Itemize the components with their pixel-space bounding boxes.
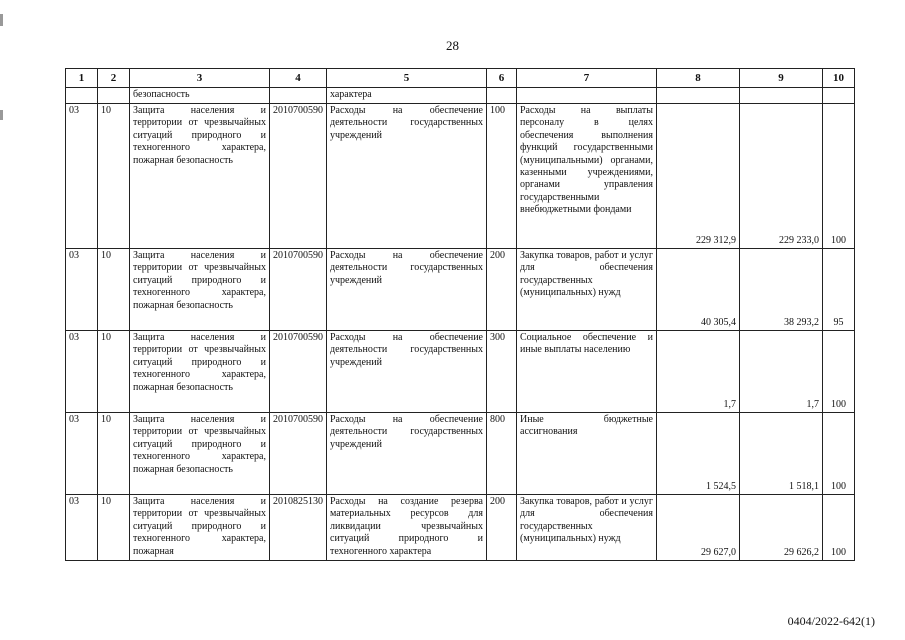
- subsection-name: Защита населения и территории от чрезвычайных ситуаций природного и техногенного характера, пожарная безопасность: [130, 249, 270, 331]
- subsection-code: 10: [98, 495, 130, 561]
- subsection-name: Защита населения и территории от чрезвычайных ситуаций природного и техногенного характера, пожарная: [130, 495, 270, 561]
- subsection-code: 10: [98, 249, 130, 331]
- expense-type-name: Расходы на выплаты персоналу в целях обеспечения выполнения функций государственными (муниципальными) органами, казенными учреждениями, органами управления государственными внебюджетными фондами: [517, 104, 657, 249]
- executed-amount: 29 626,2: [740, 495, 823, 561]
- table-row: [66, 331, 855, 413]
- table-cell: [657, 88, 740, 104]
- target-article-name: Расходы на обеспечение деятельности государственных учреждений: [327, 104, 487, 249]
- table-cell: [740, 88, 823, 104]
- scan-edge-mark: [0, 110, 3, 120]
- target-article-code: 2010700590: [270, 331, 327, 413]
- execution-percent: 100: [823, 495, 855, 561]
- col-header: 9: [740, 69, 823, 88]
- target-article-code: 2010700590: [270, 104, 327, 249]
- executed-amount: 38 293,2: [740, 249, 823, 331]
- subsection-name: Защита населения и территории от чрезвычайных ситуаций природного и техногенного характера, пожарная безопасность: [130, 331, 270, 413]
- subsection-name: Защита населения и территории от чрезвычайных ситуаций природного и техногенного характера, пожарная безопасность: [130, 104, 270, 249]
- table-cell: [98, 88, 130, 104]
- subsection-code: 10: [98, 104, 130, 249]
- executed-amount: 229 233,0: [740, 104, 823, 249]
- planned-amount: 29 627,0: [657, 495, 740, 561]
- expense-type-name: Социальное обеспечение и иные выплаты населению: [517, 331, 657, 413]
- table-cell: [270, 88, 327, 104]
- section-code: 03: [66, 495, 98, 561]
- execution-percent: 100: [823, 413, 855, 495]
- col-header: 8: [657, 69, 740, 88]
- planned-amount: 1 524,5: [657, 413, 740, 495]
- table-cell: [823, 88, 855, 104]
- section-code: 03: [66, 331, 98, 413]
- expense-type-name: Закупка товаров, работ и услуг для обеспечения государственных (муниципальных) нужд: [517, 249, 657, 331]
- expense-type-code: 200: [487, 249, 517, 331]
- continuation-row: [66, 88, 855, 104]
- subsection-code: 10: [98, 331, 130, 413]
- table-cell: [487, 88, 517, 104]
- execution-percent: 95: [823, 249, 855, 331]
- document-code: 0404/2022-642(1): [787, 614, 875, 628]
- table-row: [66, 413, 855, 495]
- table-cell: характера: [327, 88, 487, 104]
- expense-type-code: 200: [487, 495, 517, 561]
- col-header: 4: [270, 69, 327, 88]
- col-header: 2: [98, 69, 130, 88]
- table-cell: [517, 88, 657, 104]
- col-header: 10: [823, 69, 855, 88]
- target-article-code: 2010825130: [270, 495, 327, 561]
- table-row: [66, 104, 855, 249]
- table-cell: [66, 88, 98, 104]
- planned-amount: 229 312,9: [657, 104, 740, 249]
- expense-type-name: Закупка товаров, работ и услуг для обеспечения государственных (муниципальных) нужд: [517, 495, 657, 561]
- expense-type-code: 100: [487, 104, 517, 249]
- execution-percent: 100: [823, 331, 855, 413]
- scan-edge-mark: [0, 14, 3, 26]
- expense-type-name: Иные бюджетные ассигнования: [517, 413, 657, 495]
- table-row: [66, 495, 855, 561]
- col-header: 3: [130, 69, 270, 88]
- section-code: 03: [66, 104, 98, 249]
- executed-amount: 1 518,1: [740, 413, 823, 495]
- col-header: 5: [327, 69, 487, 88]
- target-article-name: Расходы на обеспечение деятельности государственных учреждений: [327, 331, 487, 413]
- table-cell: безопасность: [130, 88, 270, 104]
- expense-type-code: 300: [487, 331, 517, 413]
- page-number: 28: [446, 38, 459, 53]
- budget-table: [65, 68, 855, 561]
- executed-amount: 1,7: [740, 331, 823, 413]
- target-article-code: 2010700590: [270, 249, 327, 331]
- expense-type-code: 800: [487, 413, 517, 495]
- section-code: 03: [66, 249, 98, 331]
- section-code: 03: [66, 413, 98, 495]
- col-header: 1: [66, 69, 98, 88]
- col-header: 6: [487, 69, 517, 88]
- planned-amount: 40 305,4: [657, 249, 740, 331]
- target-article-name: Расходы на обеспечение деятельности государственных учреждений: [327, 249, 487, 331]
- target-article-name: Расходы на создание резерва материальных ресурсов для ликвидации чрезвычайных ситуаций природного и техногенного характера: [327, 495, 487, 561]
- target-article-name: Расходы на обеспечение деятельности государственных учреждений: [327, 413, 487, 495]
- header-row: [66, 69, 855, 88]
- table-row: [66, 249, 855, 331]
- execution-percent: 100: [823, 104, 855, 249]
- target-article-code: 2010700590: [270, 413, 327, 495]
- subsection-name: Защита населения и территории от чрезвычайных ситуаций природного и техногенного характера, пожарная безопасность: [130, 413, 270, 495]
- subsection-code: 10: [98, 413, 130, 495]
- planned-amount: 1,7: [657, 331, 740, 413]
- col-header: 7: [517, 69, 657, 88]
